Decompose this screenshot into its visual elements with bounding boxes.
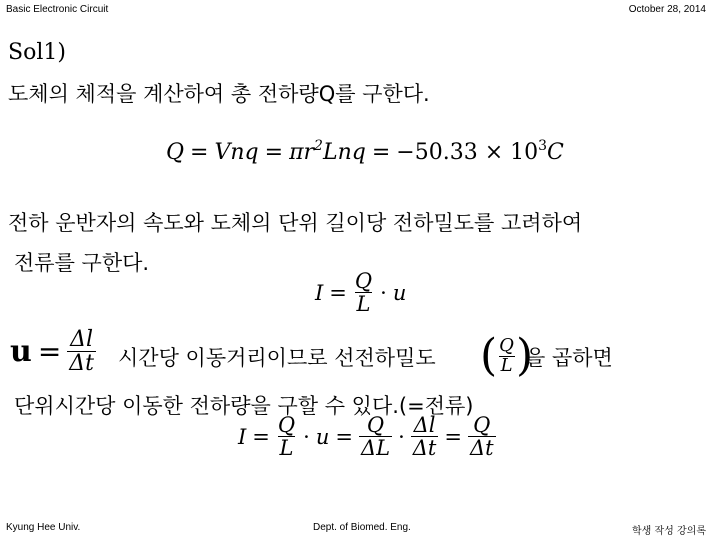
eq1-lhs: Q	[166, 140, 185, 165]
eq5-f4-den: Δt	[469, 436, 494, 461]
eq5-f3-den: Δt	[412, 436, 437, 461]
eq5-u: u	[315, 424, 330, 449]
eq1-mid1: Vnq	[214, 140, 259, 165]
text-line-3: 전류를 구한다.	[14, 251, 150, 275]
eq3-den: Δt	[69, 351, 95, 377]
eq5-f2-num: Q	[366, 413, 385, 437]
eq3-fraction	[67, 328, 96, 375]
eq5-lhs: I	[238, 424, 247, 449]
eq3-num: Δl	[70, 327, 94, 352]
footer-author: 학생 작성 강의록	[632, 526, 706, 537]
eq5-frac2	[359, 414, 392, 459]
eq5-f3-num: Δl	[413, 413, 436, 437]
eq1-rhs-exp: 3	[538, 138, 548, 154]
solution-title: Sol1)	[8, 40, 66, 65]
equation-final-current: I = $\frac{Q}{L}$ · u = $\frac{Q}{\Delta L}$ · $\frac{\Delta l}{\Delta t}$ = $\frac{Q}{\Delta t}$	[238, 413, 494, 461]
eq1-unit: C	[547, 140, 564, 165]
eq2-tail: u	[392, 280, 407, 305]
text-line-4b: 을 곱하면	[525, 346, 613, 370]
eq5-f1-num: Q	[277, 413, 296, 437]
footer-university: Kyung Hee Univ.	[6, 522, 81, 533]
eq2-den: L	[356, 292, 371, 317]
header-date: October 28, 2014	[628, 4, 706, 15]
eq1-mid2a: πr	[289, 140, 315, 165]
equation-current: I = $\frac{Q}{L}$ · u	[315, 269, 407, 317]
eq2-num: Q	[354, 269, 373, 293]
equation-line-density: ( $\frac{Q}{L}$ )	[480, 330, 534, 381]
eq1-exp: 2	[314, 138, 323, 154]
footer-department: Dept. of Biomed. Eng.	[313, 522, 411, 533]
eq4-den: L	[500, 354, 513, 376]
eq2-lhs: I	[315, 280, 324, 305]
eq5-frac4	[468, 414, 496, 459]
eq4-fraction	[497, 334, 516, 376]
eq5-frac3	[411, 414, 439, 459]
text-line-1: 도체의 체적을 계산하여 총 전하량Q를 구한다.	[8, 82, 430, 106]
equation-charge: Q = Vnq = $\pi r^2Lnq = -50.33 \times 10^3C$	[166, 138, 564, 165]
eq2-fraction	[353, 270, 374, 315]
equation-velocity: u = $\frac{\Delta l}{\Delta t}$	[10, 327, 95, 377]
eq5-f1-den: L	[279, 436, 294, 461]
eq5-f2-den: ΔL	[360, 436, 391, 461]
eq3-lhs: u	[10, 334, 32, 370]
text-line-4: 시간당 이동거리이므로 선전하밀도	[118, 346, 436, 370]
eq4-num: Q	[499, 334, 514, 356]
header-course: Basic Electronic Circuit	[6, 4, 109, 15]
eq1-mid2b: Lnq	[322, 140, 366, 165]
eq5-f4-num: Q	[473, 413, 491, 437]
text-line-5: 단위시간당 이동한 전하량을 구할 수 있다.(=전류)	[14, 394, 474, 418]
text-line-2: 전하 운반자의 속도와 도체의 단위 길이당 전하밀도를 고려하여	[8, 211, 583, 235]
eq5-frac1	[276, 414, 297, 459]
eq1-rhs: −50.33 × 10	[396, 140, 539, 165]
